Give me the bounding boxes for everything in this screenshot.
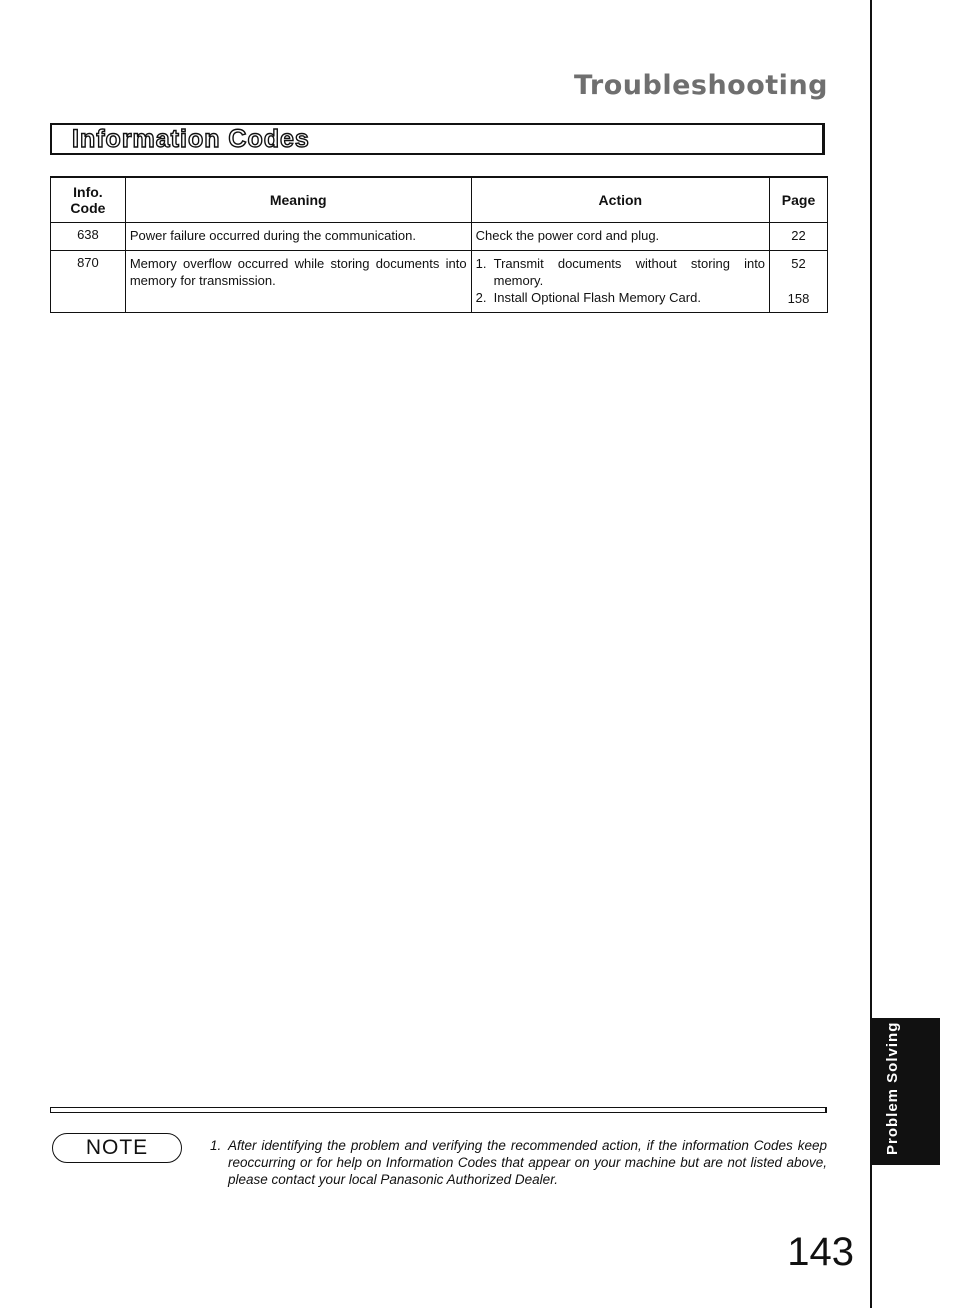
action-text: Install Optional Flash Memory Card. (493, 290, 701, 305)
page-cell (770, 251, 828, 313)
page-heading: Information Codes (72, 125, 310, 153)
column-header-code: Info. Code (51, 177, 126, 223)
meaning-cell: Power failure occurred during the communication. (125, 223, 471, 251)
page-number: 143 (787, 1230, 854, 1274)
note-body: After identifying the problem and verifying the recommended action, if the information Codes keep reoccurring or for help on Information Codes that appear on your machine but are not listed above, please contact your local Panasonic Authorized Dealer. (228, 1138, 827, 1187)
note-item (210, 1137, 827, 1188)
info-codes-table (50, 176, 828, 313)
note-number: 1. (210, 1138, 222, 1153)
table-row (51, 251, 828, 313)
note-badge: NOTE (52, 1133, 182, 1163)
note-divider (50, 1107, 827, 1113)
action-cell (471, 223, 769, 251)
action-cell (471, 251, 769, 313)
chapter-tab-label: Problem Solving (884, 1021, 901, 1155)
info-code-cell: 638 (51, 223, 126, 251)
page-cell: 22 (770, 223, 828, 251)
column-header-action: Action (471, 177, 769, 223)
info-code-cell: 870 (51, 251, 126, 313)
section-title: Troubleshooting (573, 70, 828, 101)
column-header-meaning: Meaning (125, 177, 471, 223)
table-row (51, 223, 828, 251)
action-number: 2. (475, 290, 487, 305)
page-ref: 52 (791, 256, 806, 271)
heading-box (50, 123, 825, 155)
action-item (476, 289, 765, 306)
action-text: Check the power cord and plug. (475, 228, 660, 243)
page-spacer (772, 272, 825, 290)
action-text: Transmit documents without storing into memory. (493, 256, 766, 288)
table-header-row (51, 177, 828, 223)
action-number: 1. (475, 256, 487, 271)
meaning-cell: Memory overflow occurred while storing documents into memory for transmission. (125, 251, 471, 313)
column-header-page: Page (770, 177, 828, 223)
page-ref: 158 (787, 291, 810, 306)
action-item (476, 255, 765, 289)
